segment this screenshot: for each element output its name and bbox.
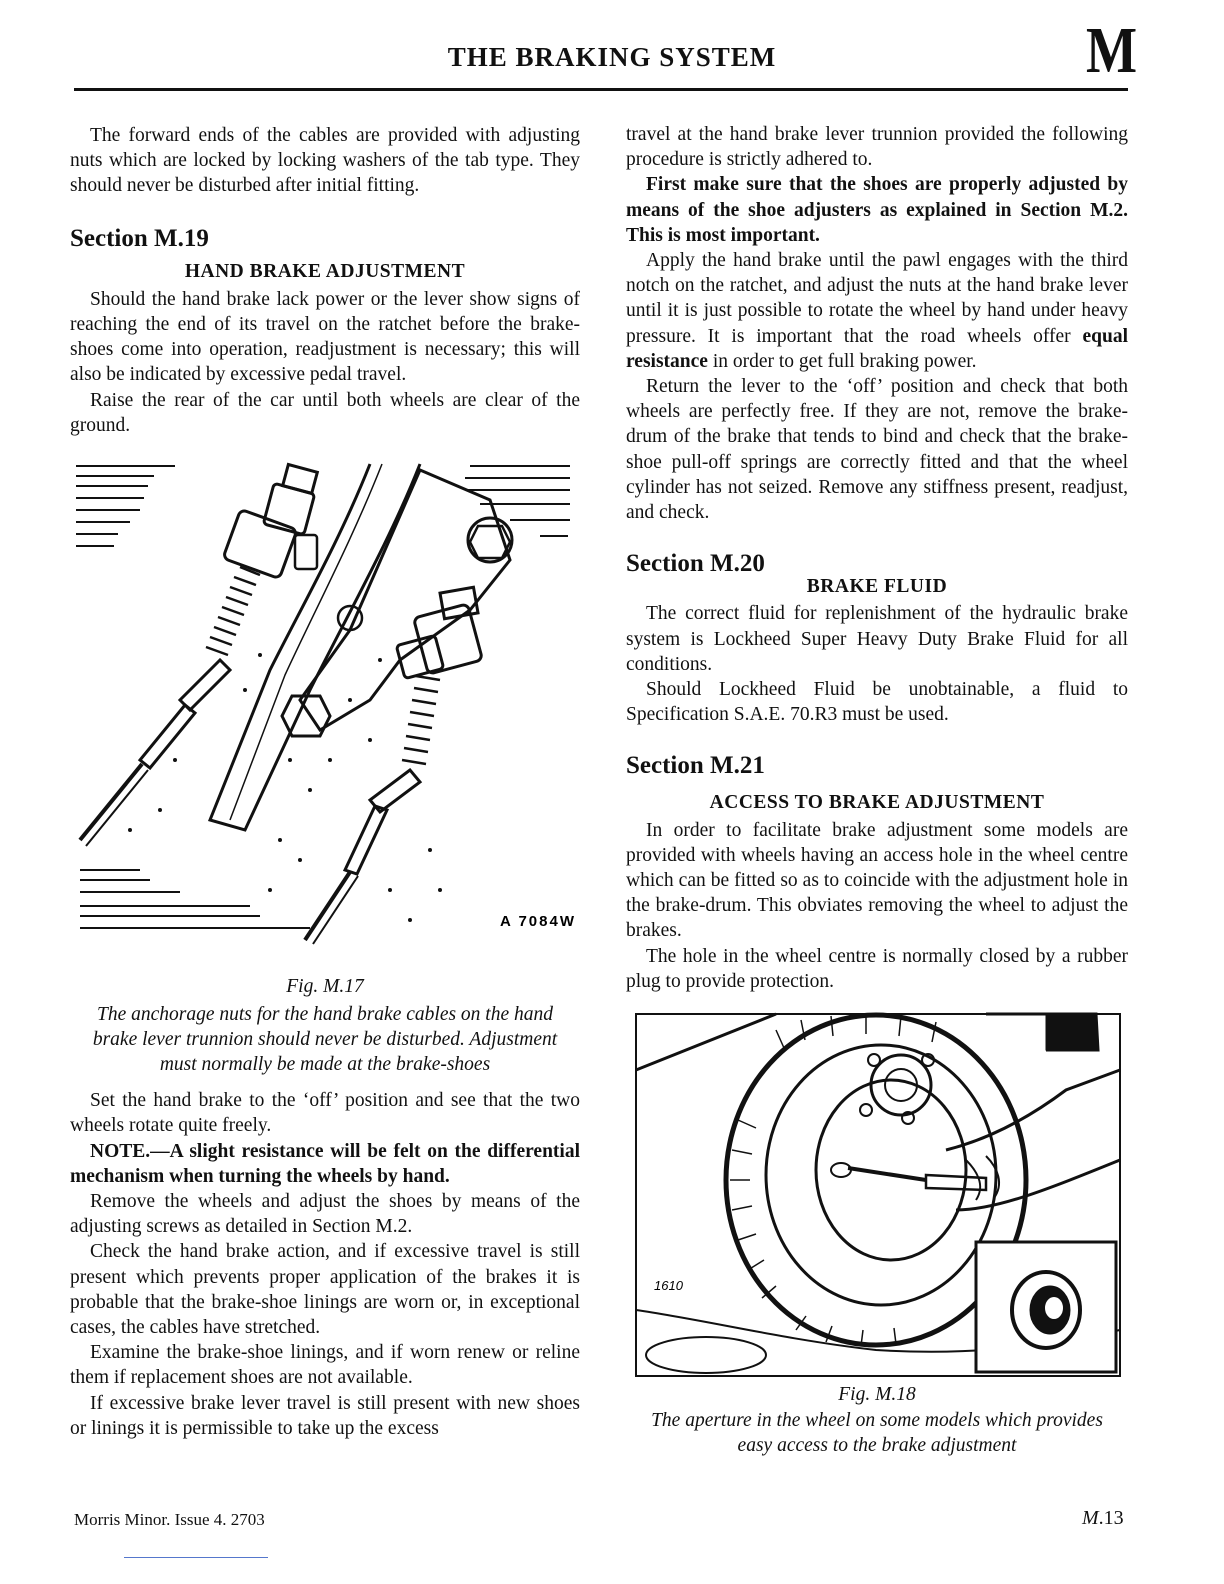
- paragraph-cable-nuts: The forward ends of the cables are provided with adjusting nuts which are locked by locking washers of the tab type. They should never be disturbed after initial fitting.: [70, 125, 580, 197]
- paragraph-remove-wheels: Remove the wheels and adjust the shoes by means of the adjusting screws as detailed in Section M.2.: [70, 1191, 580, 1238]
- section-m21-title: Section M.21: [626, 752, 765, 780]
- header-rule: [74, 88, 1128, 91]
- section-m20-subheading: BRAKE FLUID: [806, 576, 948, 598]
- note-differential: NOTE.—A slight resistance will be felt on the differential mechanism when turning the wheels by hand.: [70, 1140, 580, 1187]
- figure-m18-label: Fig. M.18: [838, 1384, 916, 1406]
- right-column: [626, 122, 1128, 1458]
- paragraph-first-make-sure: First make sure that the shoes are properly adjusted by means of the shoe adjusters as explained in Section M.2. This is most important.: [626, 174, 1128, 246]
- figure-m17-label: Fig. M.17: [286, 976, 364, 998]
- footer-page-number: M.13: [1082, 1507, 1124, 1529]
- figure-m17-caption: The anchorage nuts for the hand brake cables on the hand brake lever trunnion should never be disturbed. Adjustment must normally be made at the brake-shoes: [92, 1004, 558, 1076]
- figure-m18-caption: The aperture in the wheel on some models which provides easy access to the brake adjustment: [651, 1410, 1103, 1457]
- paragraph-rubber-plug: The hole in the wheel centre is normally closed by a rubber plug to provide protection.: [626, 945, 1128, 992]
- figure-m17: [70, 460, 580, 958]
- paragraph-set-hand-brake: Set the hand brake to the ‘off’ position and see that the two wheels rotate quite freely.: [70, 1090, 580, 1137]
- page-header-title: THE BRAKING SYSTEM: [447, 42, 777, 72]
- wheel-access-hole-illustration: [626, 1010, 1128, 1380]
- left-column: [70, 123, 580, 1441]
- bottom-link-underline: [124, 1557, 268, 1558]
- section-m20-title: Section M.20: [626, 550, 765, 578]
- paragraph-apply-hand-brake: Apply the hand brake until the pawl engages with the third notch on the ratchet, and adjust the nuts at the hand brake lever until it is just possible to rotate the wheel by hand under heavy pressure. It is important that the road wheels offer equal resistance in order to get full braking power.: [626, 250, 1128, 372]
- figure-m18: [626, 1010, 1128, 1380]
- paragraph-correct-fluid: The correct fluid for replenishment of the hydraulic brake system is Lockheed Super Heavy Duty Brake Fluid for all conditions.: [626, 603, 1128, 675]
- paragraph-lack-power: Should the hand brake lack power or the lever show signs of reaching the end of its travel on the ratchet before the brake-shoes come into operation, readjustment is necessary; this will also be indicated by excessive pedal travel.: [70, 288, 580, 386]
- paragraph-lockheed-unobtainable: Should Lockheed Fluid be unobtainable, a fluid to Specification S.A.E. 70.R3 must be used.: [626, 679, 1128, 726]
- paragraph-travel-continued: travel at the hand brake lever trunnion provided the following procedure is strictly adhered to.: [626, 124, 1128, 171]
- paragraph-facilitate-adjustment: In order to facilitate brake adjustment some models are provided with wheels having an access hole in the wheel centre which can be fitted so as to coincide with the adjustment hole in the brake-drum. This obviates removing the wheel to adjust the brakes.: [626, 819, 1128, 942]
- hand-brake-trunnion-illustration: [70, 460, 580, 958]
- paragraph-examine-linings: Examine the brake-shoe linings, and if worn renew or reline them if replacement shoes are not available.: [70, 1342, 580, 1389]
- paragraph-excessive-travel: If excessive brake lever travel is still present with new shoes or linings it is permissible to take up the excess: [70, 1392, 580, 1439]
- figure-m18-code: 1610: [654, 1278, 683, 1294]
- section-m19-title: Section M.19: [70, 224, 209, 252]
- footer-publication: Morris Minor. Issue 4. 2703: [74, 1510, 265, 1529]
- paragraph-raise-car: Raise the rear of the car until both wheels are clear of the ground.: [70, 389, 580, 436]
- section-m19-subheading: HAND BRAKE ADJUSTMENT: [184, 260, 466, 282]
- figure-m17-code: A 7084W: [500, 913, 576, 931]
- chapter-letter: M: [1086, 14, 1138, 87]
- paragraph-check-action: Check the hand brake action, and if excessive travel is still present which prevents proper application of the brakes it is probable that the brake-shoe linings are worn or, in exceptional cases, the cables have stretched.: [70, 1241, 580, 1339]
- paragraph-return-lever: Return the lever to the ‘off’ position and check that both wheels are perfectly free. If they are not, remove the brake-drum of the brake that tends to bind and check that the brake-shoe pull-off springs are correctly fitted and that the wheel cylinder has not seized. Remove any stiffness present, readjust, and check.: [626, 376, 1128, 524]
- section-m21-subheading: ACCESS TO BRAKE ADJUSTMENT: [709, 792, 1045, 814]
